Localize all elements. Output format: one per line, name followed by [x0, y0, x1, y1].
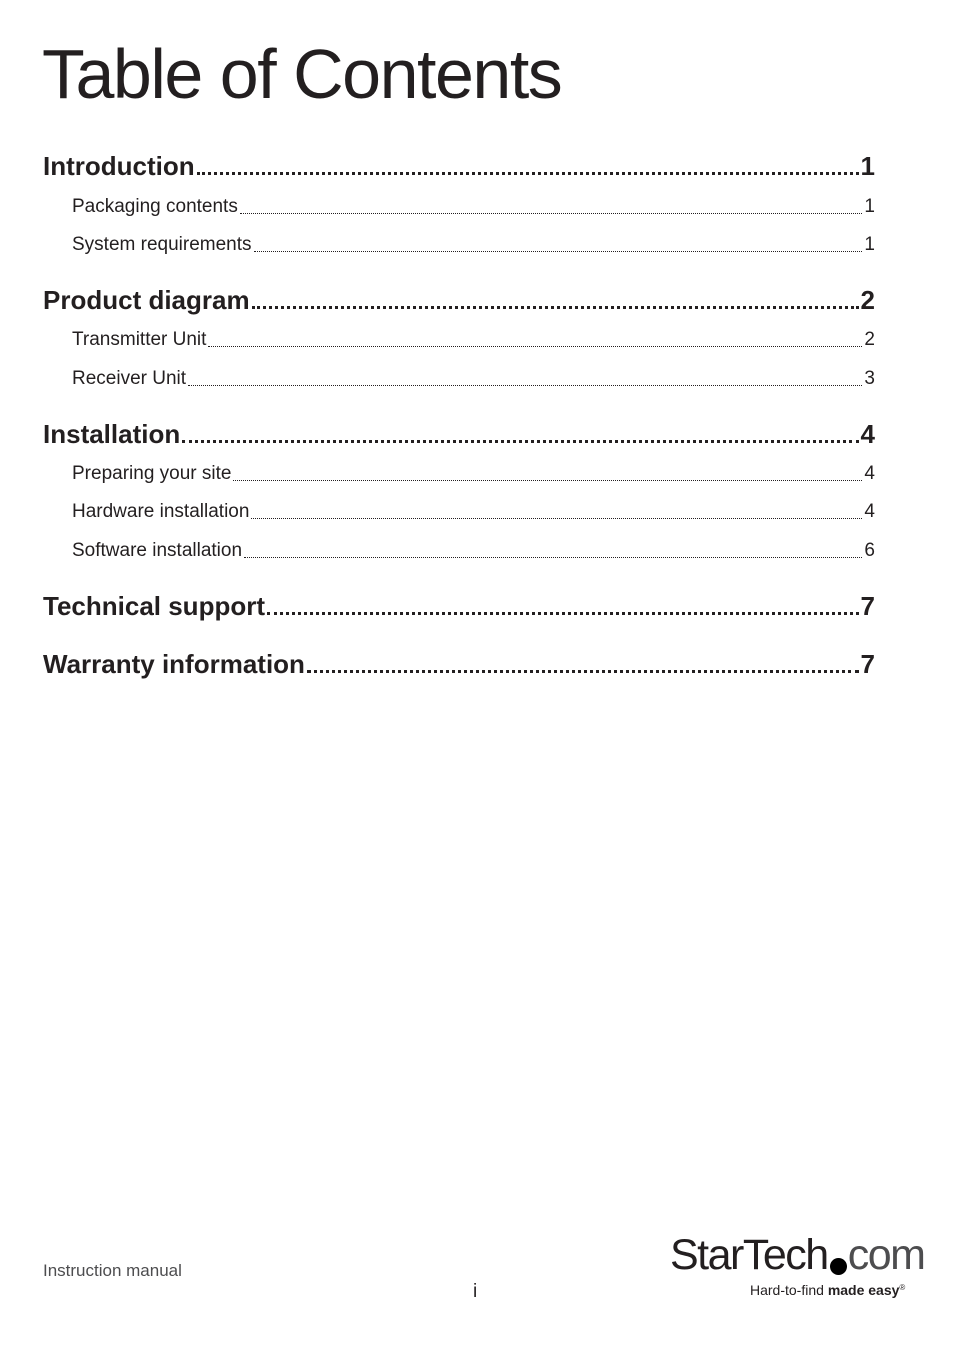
dot-leader: [188, 366, 862, 392]
logo-dot-icon: [830, 1258, 847, 1275]
dot-leader: [307, 647, 859, 681]
toc-entry-page: 2: [860, 285, 875, 315]
toc-entry-transmitter-unit[interactable]: [72, 327, 875, 353]
toc-entry-technical-support[interactable]: [43, 589, 875, 623]
toc-entry-installation[interactable]: [43, 417, 875, 451]
toc-entry-label: Hardware installation: [72, 501, 250, 522]
toc-entry-label: Software installation: [72, 540, 243, 561]
toc-entry-label: Preparing your site: [72, 463, 232, 484]
toc-entry-page: 1: [864, 234, 875, 255]
toc-entry-page: 6: [864, 540, 875, 561]
dot-leader: [233, 461, 862, 487]
logo-tagline: [750, 1282, 905, 1298]
logo-wordmark: [670, 1230, 924, 1280]
logo-tagline-regular: Hard-to-find: [750, 1282, 828, 1298]
toc-entry-page: 1: [860, 151, 875, 181]
dot-leader: [208, 327, 862, 353]
toc-entry-hardware-installation[interactable]: [72, 499, 875, 525]
toc-entry-label: Packaging contents: [72, 196, 238, 217]
toc-entry-label: Product diagram: [43, 285, 250, 315]
dot-leader: [182, 417, 858, 451]
toc-entry-label: System requirements: [72, 234, 252, 255]
toc-entry-warranty-information[interactable]: [43, 647, 875, 681]
toc-entry-system-requirements[interactable]: [72, 232, 875, 258]
toc-entry-page: 4: [864, 463, 875, 484]
dot-leader: [267, 589, 859, 623]
toc-entry-label: Introduction: [43, 151, 195, 181]
toc-entry-page: 7: [860, 649, 875, 679]
toc-entry-label: Transmitter Unit: [72, 329, 207, 350]
dot-leader: [252, 283, 859, 317]
dot-leader: [240, 194, 863, 220]
dot-leader: [244, 538, 862, 564]
toc-entry-product-diagram[interactable]: [43, 283, 875, 317]
logo-brand-start: StarTech: [670, 1231, 828, 1279]
toc-entry-page: 1: [864, 196, 875, 217]
registered-mark-icon: ®: [899, 1283, 906, 1292]
logo-brand-end: com: [847, 1231, 925, 1279]
toc-entry-label: Installation: [43, 419, 181, 449]
page-number: i: [473, 1281, 478, 1302]
toc-entry-page: 4: [864, 501, 875, 522]
toc-entry-label: Receiver Unit: [72, 368, 187, 389]
toc-entry-preparing-your-site[interactable]: [72, 461, 875, 487]
toc-entry-page: 4: [860, 419, 875, 449]
toc-entry-page: 2: [864, 329, 875, 350]
dot-leader: [254, 232, 863, 258]
toc-entry-introduction[interactable]: [43, 149, 875, 183]
dot-leader: [197, 149, 859, 183]
footer-document-type: Instruction manual: [43, 1261, 182, 1280]
toc-entry-label: Warranty information: [43, 649, 305, 679]
toc-entry-software-installation[interactable]: [72, 538, 875, 564]
toc-entry-page: 7: [860, 591, 875, 621]
toc-entry-receiver-unit[interactable]: [72, 366, 875, 392]
page-title: Table of Contents: [42, 35, 562, 113]
dot-leader: [251, 499, 862, 525]
toc-entry-label: Technical support: [43, 591, 265, 621]
logo-tagline-bold: made easy: [827, 1282, 900, 1298]
toc-entry-packaging-contents[interactable]: [72, 194, 875, 220]
toc-entry-page: 3: [864, 368, 875, 389]
startech-logo: [670, 1230, 925, 1305]
